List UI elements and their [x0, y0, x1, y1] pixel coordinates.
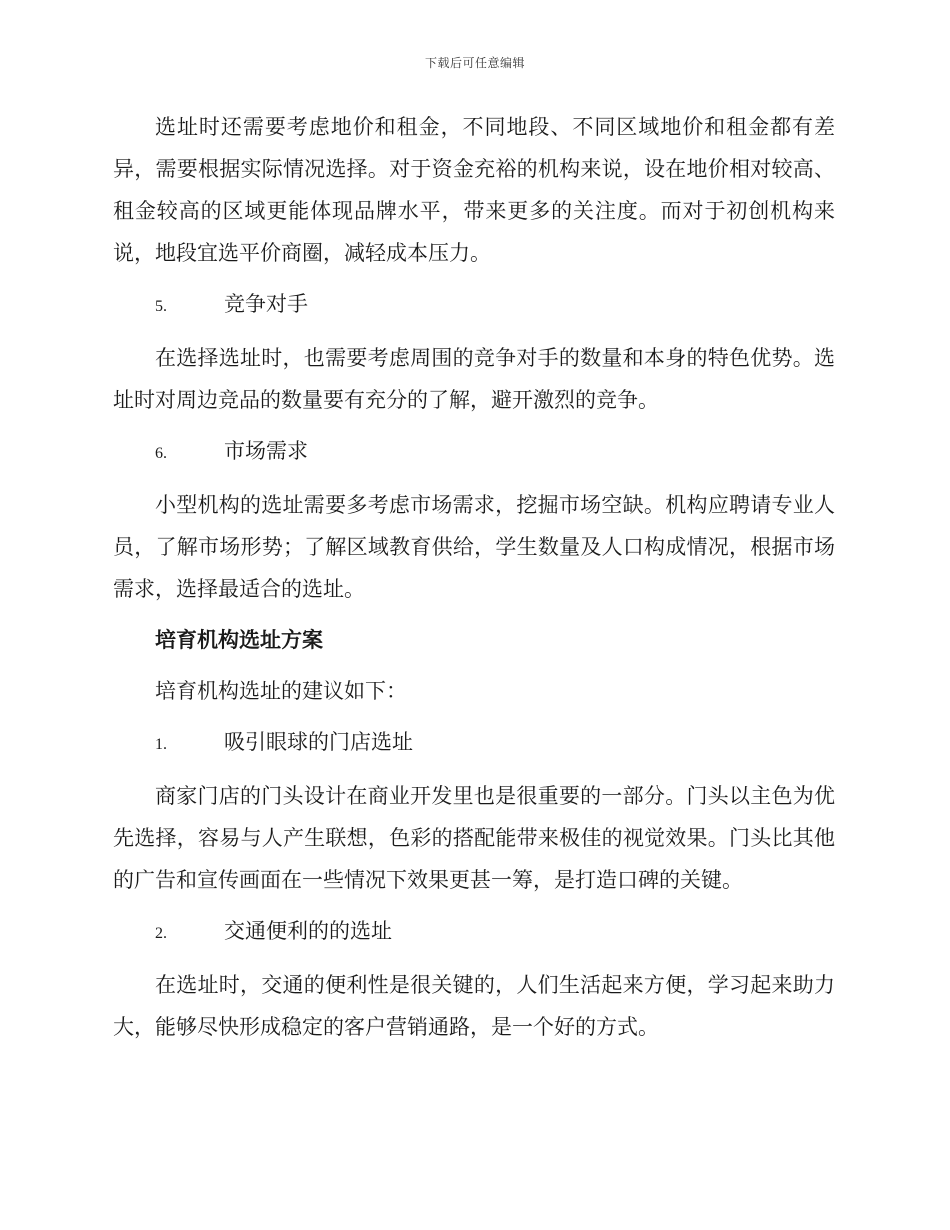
list-number: 2. — [155, 925, 167, 942]
page-header: 下载后可任意编辑 — [424, 56, 525, 70]
list-item-label: 吸引眼球的门店选址 — [224, 730, 413, 754]
paragraph-competitors: 在选择选址时，也需要考虑周围的竞争对手的数量和本身的特色优势。选址时对周边竞品的数量要有充分的了解，避开激烈的竞争。 — [113, 346, 835, 412]
list-item-label: 市场需求 — [224, 439, 308, 463]
paragraph-storefront: 商家门店的门头设计在商业开发里也是很重要的一部分。门头以主色为优先选择，容易与人产生联想，色彩的搭配能带来极佳的视觉效果。门头比其他的广告和宣传画面在一些情况下效果更甚一筹，是打造口碑的关键。 — [113, 784, 835, 892]
list-item-transport — [113, 910, 835, 955]
list-item-competitors — [113, 283, 835, 328]
list-item-label: 交通便利的的选址 — [224, 919, 392, 943]
list-item-market-demand — [113, 430, 835, 475]
paragraph-market-demand: 小型机构的选址需要多考虑市场需求，挖掘市场空缺。机构应聘请专业人员，了解市场形势；了解区域教育供给，学生数量及人口构成情况，根据市场需求，选择最适合的选址。 — [113, 493, 835, 601]
paragraph-transport: 在选址时，交通的便利性是很关键的，人们生活起来方便，学习起来助力大，能够尽快形成稳定的客户营销通路，是一个好的方式。 — [113, 973, 835, 1039]
paragraph-land-cost: 选址时还需要考虑地价和租金，不同地段、不同区域地价和租金都有差异，需要根据实际情况选择。对于资金充裕的机构来说，设在地价相对较高、租金较高的区域更能体现品牌水平，带来更多的关注度。而对于初创机构来说，地段宜选平价商圈，减轻成本压力。 — [113, 115, 835, 265]
document-body — [113, 106, 835, 1048]
list-number: 5. — [155, 298, 167, 315]
paragraph-suggestions-intro: 培育机构选址的建议如下： — [155, 679, 407, 703]
list-number: 1. — [155, 736, 167, 753]
section-heading: 培育机构选址方案 — [155, 628, 323, 652]
list-number: 6. — [155, 445, 167, 462]
list-item-label: 竞争对手 — [224, 292, 308, 316]
list-item-eye-catching — [113, 721, 835, 766]
